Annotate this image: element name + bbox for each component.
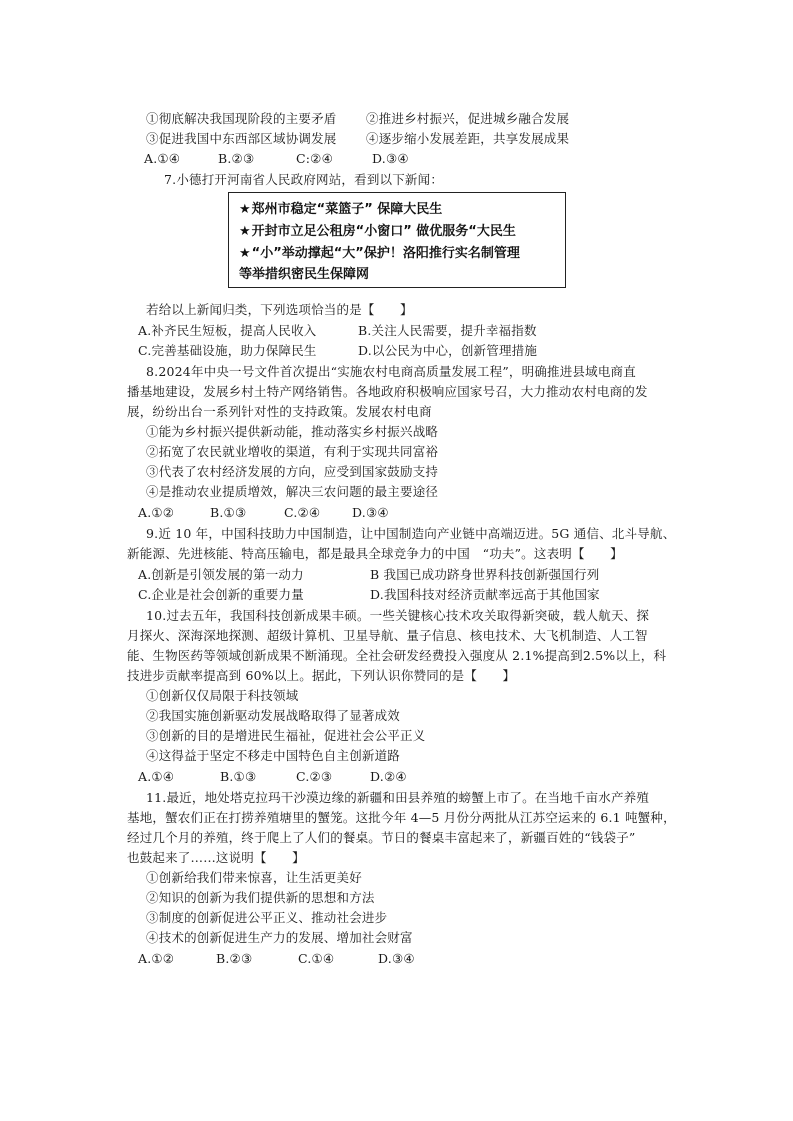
- q10-stem-line: 10.过去五年，我国科技创新成果丰硕。一些关键核心技术攻关取得新突破，载人航天、探: [146, 608, 650, 623]
- star-icon: ★: [239, 202, 251, 217]
- q7-question: 若给以上新闻归类，下列选项恰当的是【 】: [146, 302, 413, 317]
- q7-choice-d: D.以公民为中心，创新管理措施: [358, 343, 538, 358]
- q8-choice-b: B.①③: [210, 505, 247, 520]
- q10-stem-line: 技进步贡献率提高到 60%以上。据此，下列认识你赞同的是【 】: [127, 668, 516, 683]
- q11-item-1: ①创新给我们带来惊喜，让生活更美好: [146, 870, 362, 885]
- q8-item-4: ④是推动农业提质增效，解决三农问题的最主要途径: [146, 484, 439, 499]
- q6-option-2: ②推进乡村振兴，促进城乡融合发展: [366, 111, 570, 126]
- q6-option-3: ③促进我国中东西部区域协调发展: [146, 131, 337, 146]
- q11-stem-line: 11.最近，地处塔克拉玛干沙漠边缘的新疆和田县养殖的螃蟹上市了。在当地千亩水产养殖: [146, 790, 650, 805]
- q11-choice-a: A.①②: [138, 951, 175, 966]
- q10-stem-line: 能、生物医药等领域创新成果不断涌现。全社会研发经费投入强度从 2.1%提高到2.5%以上，科: [127, 648, 667, 663]
- star-icon: ★: [239, 224, 251, 239]
- q10-item-3: ③创新的目的是增进民生福祉，促进社会公平正义: [146, 728, 426, 743]
- q11-stem-line: 基地，蟹农们正在打捞养殖塘里的蟹笼。这批今年 4—5 月份分两批从江苏空运来的 6.1 吨蟹种，: [127, 810, 676, 825]
- q6-option-4: ④逐步缩小发展差距，共享发展成果: [366, 131, 570, 146]
- star-icon: ★: [239, 246, 251, 261]
- q10-stem-line: 月探火、深海深地探测、超级计算机、卫星导航、量子信息、核电技术、大飞机制造、人工智: [127, 628, 648, 643]
- news-item-3: [239, 245, 520, 263]
- q9-stem-line: 9.近 10 年，中国科技助力中国制造，让中国制造向产业链中高端迈进。5G 通信、北斗导航、: [146, 526, 676, 541]
- q11-item-2: ②知识的创新为我们提供新的思想和方法: [146, 890, 375, 905]
- q8-item-3: ③代表了农村经济发展的方向，应受到国家鼓励支持: [146, 464, 439, 479]
- q6-choice-a: A.①④: [144, 151, 181, 166]
- q6-choice-d: D.③④: [372, 151, 409, 166]
- q9-choice-a: A.创新是引领发展的第一动力: [138, 567, 304, 582]
- news-text: 郑州市稳定“菜篮子” 保障大民生: [251, 202, 443, 217]
- q8-stem-line: 展，纷纷出台一系列针对性的支持政策。发展农村电商: [127, 404, 432, 419]
- q9-choice-c: C.企业是社会创新的重要力量: [138, 587, 304, 602]
- news-item-1: [239, 201, 442, 219]
- news-item-4: [239, 266, 369, 284]
- q6-option-1: ①彻底解决我国现阶段的主要矛盾: [146, 111, 337, 126]
- q9-stem-line: 新能源、先进核能、特高压输电，都是最具全球竞争力的中国 “功夫”。这表明【 】: [127, 546, 623, 561]
- q7-choice-c: C.完善基础设施，助力保障民生: [138, 343, 317, 358]
- q7-choice-b: B.关注人民需要，提升幸福指数: [358, 323, 537, 338]
- q6-choice-c: C:②④: [296, 151, 333, 166]
- q6-choice-b: B.②③: [218, 151, 255, 166]
- q11-choice-c: C.①④: [298, 951, 335, 966]
- q8-item-2: ②拓宽了农民就业增收的渠道，有利于实现共同富裕: [146, 444, 439, 459]
- q7-stem: 7.小德打开河南省人民政府网站，看到以下新闻：: [164, 172, 444, 187]
- q8-item-1: ①能为乡村振兴提供新动能，推动落实乡村振兴战略: [146, 424, 439, 439]
- q11-item-3: ③制度的创新促进公平正义、推动社会进步: [146, 910, 388, 925]
- q11-stem-line: 也鼓起来了……这说明【 】: [127, 850, 305, 865]
- q11-choice-b: B.②③: [216, 951, 253, 966]
- q10-item-2: ②我国实施创新驱动发展战略取得了显著成效: [146, 708, 401, 723]
- q8-stem-line: 播基地建设，发展乡村土特产网络销售。各地政府积极响应国家号召，大力推动农村电商的发: [127, 384, 648, 399]
- q10-item-1: ①创新仅仅局限于科技领域: [146, 688, 299, 703]
- q10-choice-c: C.②③: [296, 769, 333, 784]
- q7-choice-a: A.补齐民生短板，提高人民收入: [138, 323, 317, 338]
- q10-choice-a: A.①④: [138, 769, 175, 784]
- q8-stem-line: 8.2024年中央一号文件首次提出“实施农村电商高质量发展工程”，明确推进县域电商直: [146, 364, 636, 379]
- q11-choice-d: D.③④: [378, 951, 415, 966]
- q8-choice-d: D.③④: [352, 505, 389, 520]
- q8-choice-a: A.①②: [138, 505, 175, 520]
- q9-choice-d: D.我国科技对经济贡献率远高于其他国家: [370, 587, 600, 602]
- q10-choice-d: D.②④: [370, 769, 407, 784]
- q11-item-4: ④技术的创新促进生产力的发展、增加社会财富: [146, 930, 413, 945]
- news-box: [228, 192, 566, 288]
- q11-stem-line: 经过几个月的养殖，终于爬上了人们的餐桌。节日的餐桌丰富起来了，新疆百姓的“钱袋子”: [127, 830, 636, 845]
- q10-choice-b: B.①③: [220, 769, 257, 784]
- news-text: 开封市立足公租房“小窗口” 做优服务“大民生: [251, 224, 516, 239]
- news-text: “小”举动撑起“大”保护！洛阳推行实名制管理: [251, 246, 520, 261]
- news-text: 等举措织密民生保障网: [239, 267, 370, 282]
- q10-item-4: ④这得益于坚定不移走中国特色自主创新道路: [146, 748, 401, 763]
- q8-choice-c: C.②④: [284, 505, 321, 520]
- q9-choice-b: B 我国已成功跻身世界科技创新强国行列: [370, 567, 600, 582]
- news-item-2: [239, 223, 516, 241]
